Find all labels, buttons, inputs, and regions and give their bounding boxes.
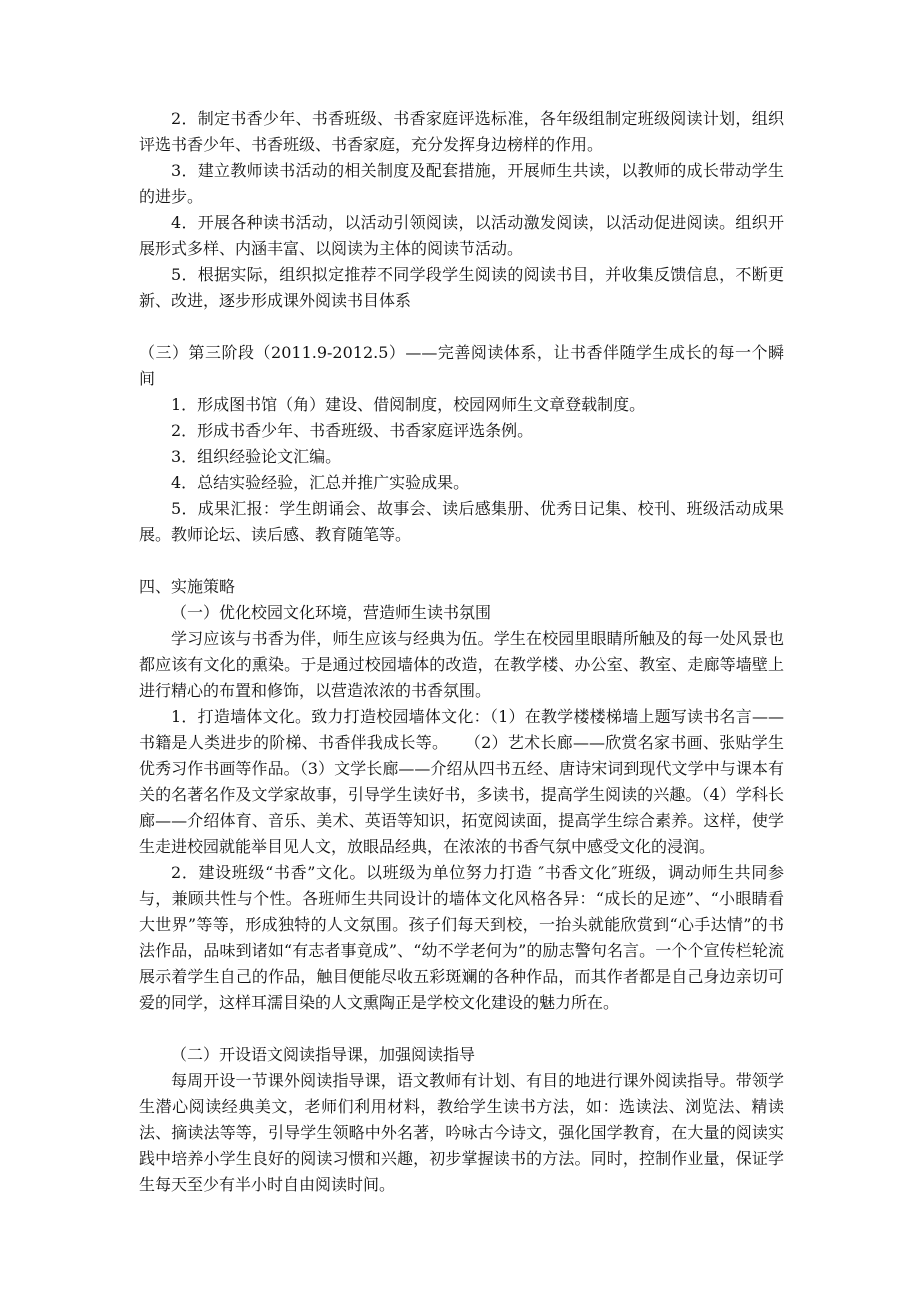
section4-sub1-wall-culture: 1．打造墙体文化。致力打造校园墙体文化：（1）在教学楼楼梯墙上题写读书名言——书籍是人类进步的阶梯、书香伴我成长等。 （2）艺术长廊——欣赏名家书画、张贴学生优秀习作书画等作品。（3）文学长廊——介绍从四书五经、唐诗宋词到现代文学中与课本有关的名著名作及文学家故事，引导学生读好书，多读书，提高学生阅读的兴趣。（4）学科长廊——介绍体育、音乐、美术、英语等知识，拓宽阅读面，提高学生综合素养。这样，使学生走进校园就能举目见人文，放眼品经典，在浓浓的书香气氛中感受文化的浸润。 — [139, 707, 784, 856]
section4-sub2-heading: （二）开设语文阅读指导课，加强阅读指导 — [171, 1045, 476, 1064]
section4-sub2-body: 每周开设一节课外阅读指导课，语文教师有计划、有目的地进行课外阅读指导。带领学生潜心阅读经典美文，老师们利用材料，教给学生读书方法，如：选读法、浏览法、精读法、摘读法等等，引导学生领略中外名著，吟咏古今诗文，强化国学教育，在大量的阅读实践中培养小学生良好的阅读习惯和兴趣，初步掌握读书的方法。同时，控制作业量，保证学生每天至少有半小时自由阅读时间。 — [139, 1071, 784, 1194]
paragraph-gap — [139, 1016, 784, 1042]
stage2-item-2: 2．制定书香少年、书香班级、书香家庭评选标准，各年级组制定班级阅读计划，组织评选书香少年、书香班级、书香家庭，充分发挥身边榜样的作用。 — [139, 109, 784, 154]
paragraph-gap — [139, 314, 784, 340]
stage3-heading: （三）第三阶段（2011.9-2012.5）——完善阅读体系，让书香伴随学生成长的每一个瞬间 — [139, 343, 784, 388]
stage3-item-4: 4．总结实验经验，汇总并推广实验成果。 — [171, 473, 470, 492]
stage3-item-1: 1．形成图书馆（角）建设、借阅制度，校园网师生文章登载制度。 — [171, 395, 646, 414]
stage2-item-4: 4．开展各种读书活动，以活动引领阅读，以活动激发阅读，以活动促进阅读。组织开展形式多样、内涵丰富、以阅读为主体的阅读节活动。 — [139, 213, 784, 258]
section4-heading: 四、实施策略 — [139, 577, 236, 596]
stage2-item-5: 5．根据实际，组织拟定推荐不同学段学生阅读的阅读书目，并收集反馈信息，不断更新、改进，逐步形成课外阅读书目体系 — [139, 265, 784, 310]
stage3-item-2: 2．形成书香少年、书香班级、书香家庭评选条例。 — [171, 421, 534, 440]
stage2-item-3: 3．建立教师读书活动的相关制度及配套措施，开展师生共读，以教师的成长带动学生的进步。 — [139, 161, 784, 206]
section4-sub1-heading: （一）优化校园文化环境，营造师生读书氛围 — [171, 603, 492, 622]
section4-sub1-intro: 学习应该与书香为伴，师生应该与经典为伍。学生在校园里眼睛所触及的每一处风景也都应该有文化的熏染。于是通过校园墙体的改造，在教学楼、办公室、教室、走廊等墙壁上进行精心的布置和修饰，以营造浓浓的书香氛围。 — [139, 629, 784, 700]
stage3-item-5: 5．成果汇报：学生朗诵会、故事会、读后感集册、优秀日记集、校刊、班级活动成果展。教师论坛、读后感、教育随笔等。 — [139, 499, 784, 544]
stage3-item-3: 3．组织经验论文汇编。 — [171, 447, 342, 466]
paragraph-gap — [139, 548, 784, 574]
document-page — [139, 106, 784, 1198]
section4-sub1-class-culture: 2．建设班级“书香”文化。以班级为单位努力打造 ″书香文化″班级，调动师生共同参与，兼顾共性与个性。各班师生共同设计的墙体文化风格各异：“成长的足迹”、“小眼睛看大世界”等等，形成独特的人文氛围。孩子们每天到校，一抬头就能欣赏到“心手达情”的书法作品，品味到诸如“有志者事竟成”、“幼不学老何为”的励志警句名言。一个个宣传栏轮流展示着学生自己的作品，触目便能尽收五彩斑斓的各种作品，而其作者都是自己身边亲切可爱的同学，这样耳濡目染的人文熏陶正是学校文化建设的魅力所在。 — [139, 863, 784, 1012]
